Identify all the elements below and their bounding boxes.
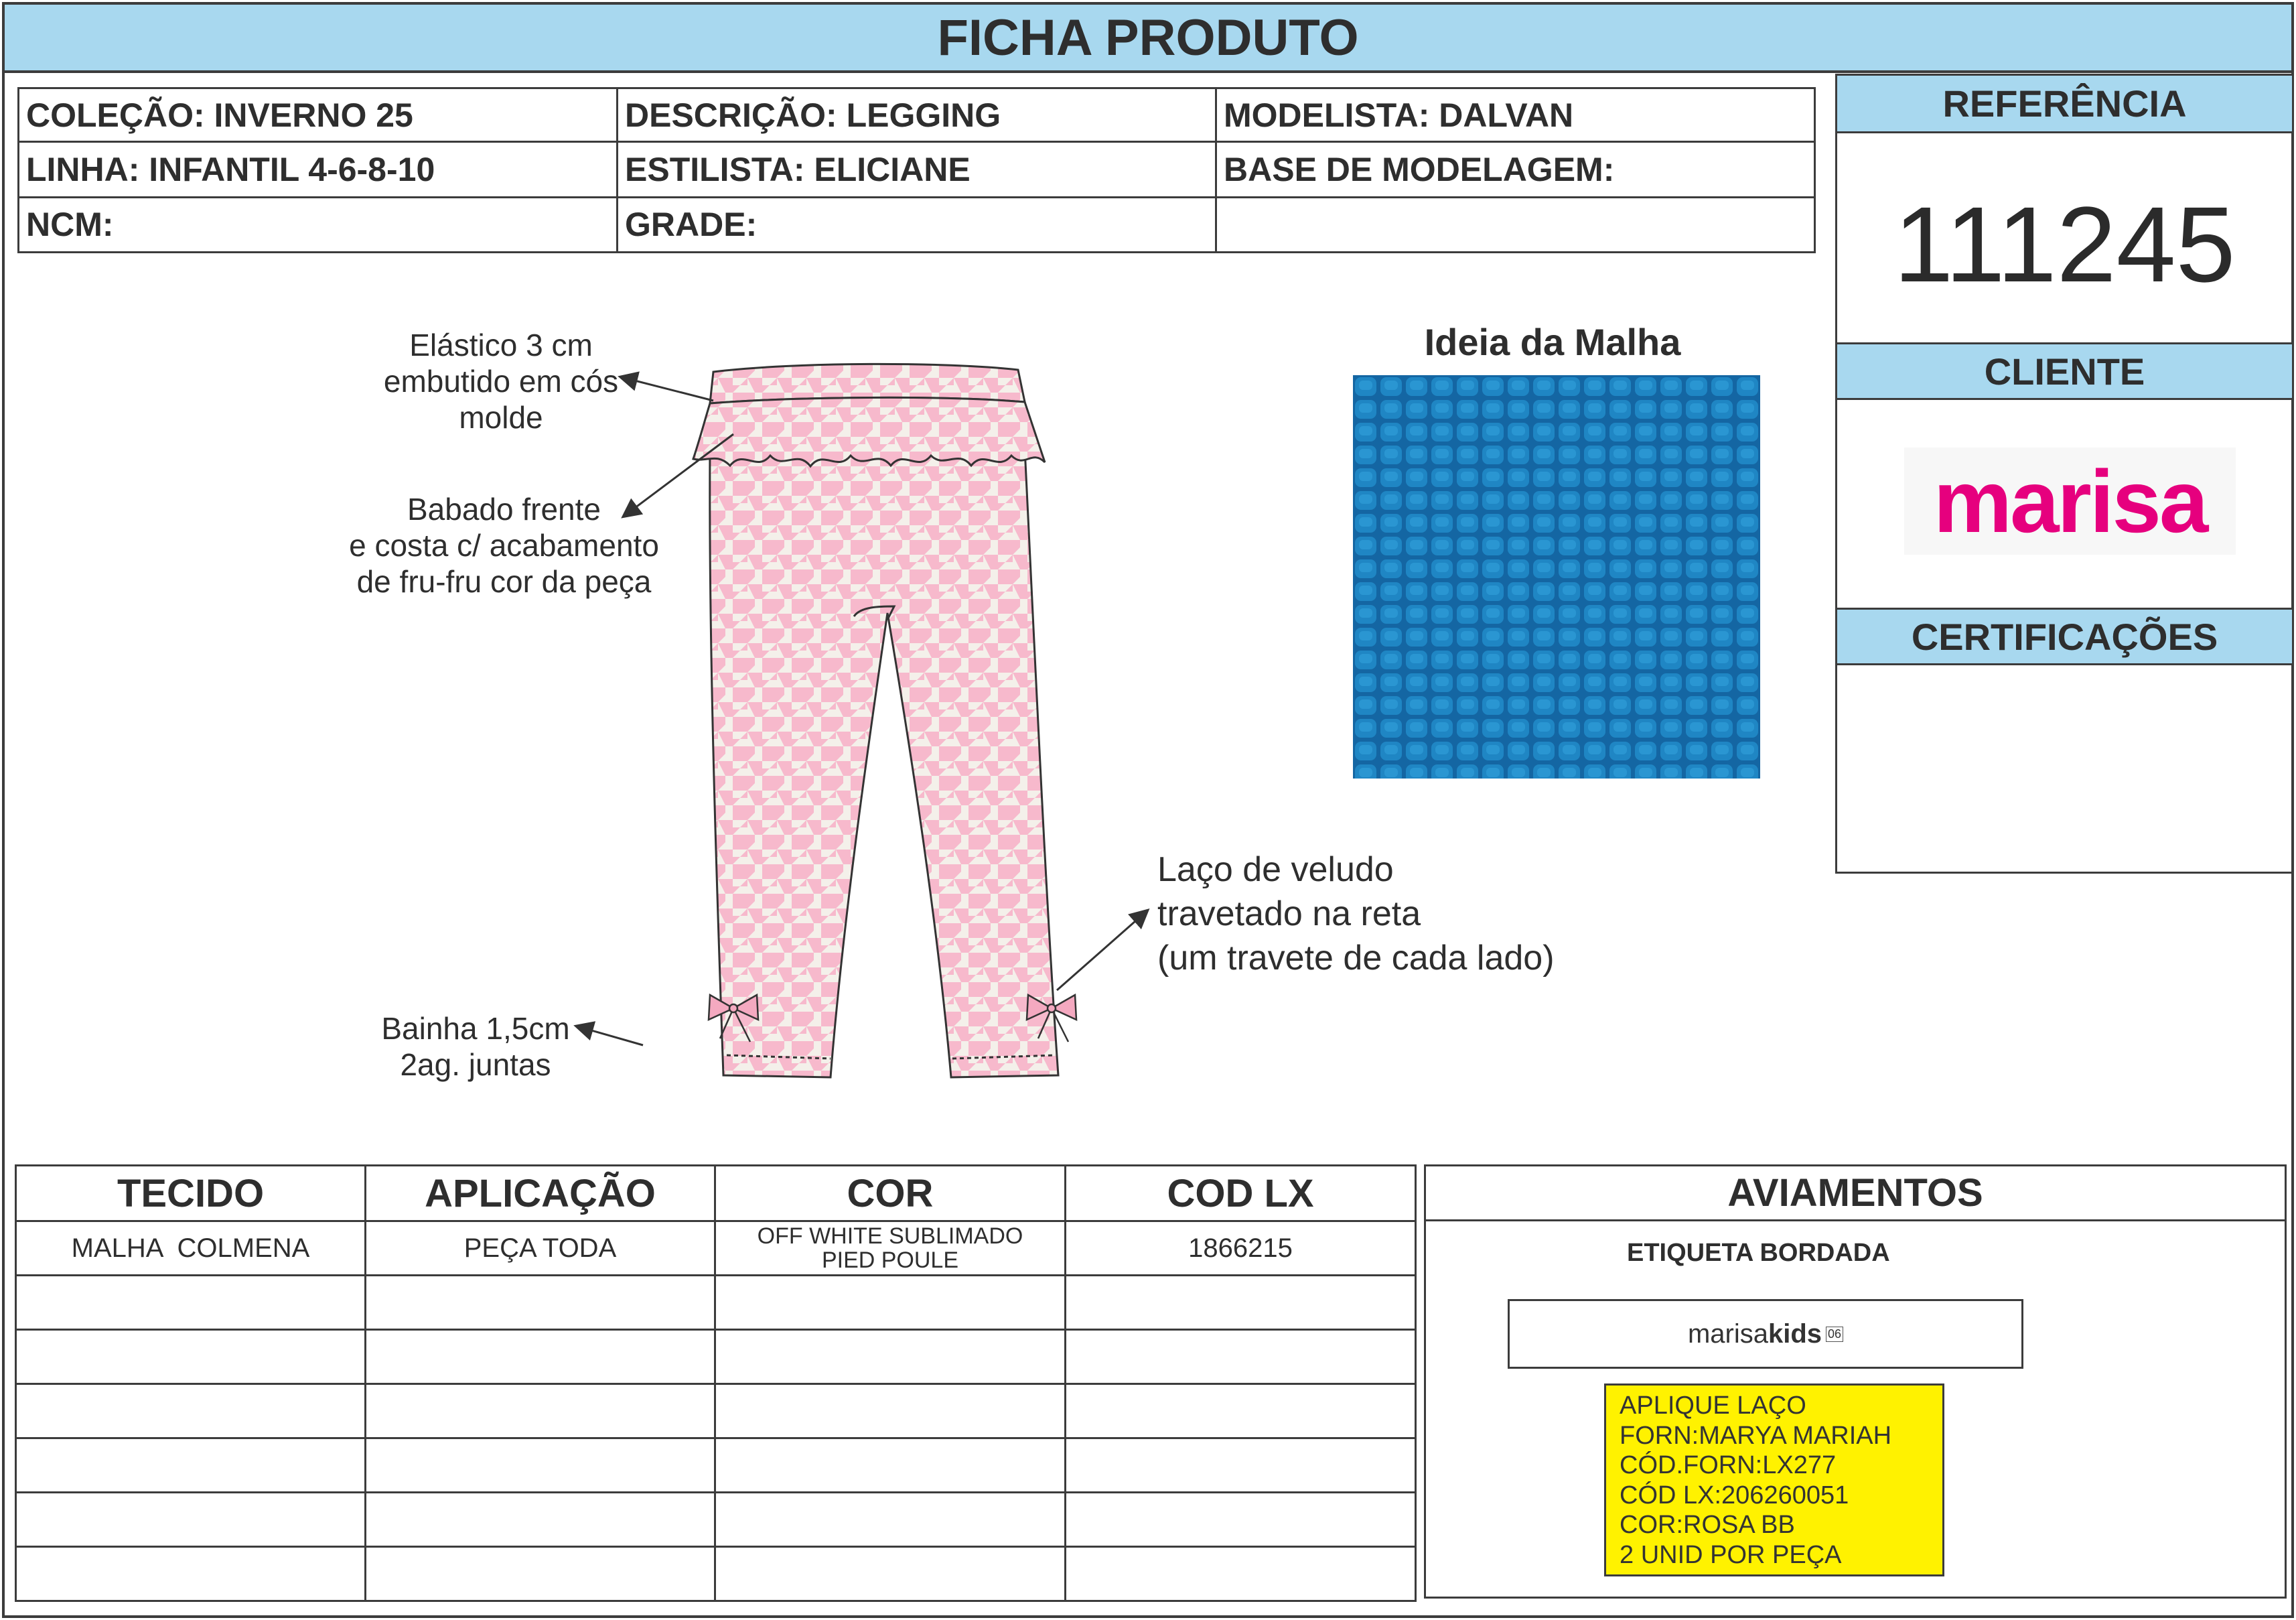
aplique-line2: FORN:MARYA MARIAH (1620, 1421, 1892, 1450)
materials-table (15, 1164, 1417, 1602)
cell-empty (1066, 1547, 1416, 1601)
table-row (16, 1547, 1416, 1601)
table-row (16, 1384, 1416, 1438)
note-laco-line1: Laço de veludo (1157, 850, 1394, 889)
cell-empty (715, 1438, 1066, 1493)
cell-empty (1066, 1276, 1416, 1330)
note-babado (335, 491, 673, 600)
cell-empty (715, 1330, 1066, 1384)
note-elastico-line3: molde (459, 400, 543, 435)
info-base-modelagem: BASE DE MODELAGEM: (1216, 142, 1815, 197)
note-laco-line3: (um travete de cada lado) (1157, 939, 1555, 977)
note-elastico-line2: embutido em cós (383, 364, 619, 399)
aplique-line5: COR:ROSA BB (1620, 1511, 1795, 1539)
cell-aplicacao: PEÇA TODA (366, 1221, 715, 1276)
header-aplicacao: APLICAÇÃO (366, 1166, 715, 1221)
aplique-note (1604, 1383, 1944, 1576)
cell-cod-lx: 1866215 (1066, 1221, 1416, 1276)
info-grade: GRADE: (618, 197, 1216, 252)
etiqueta-size: 06 (1826, 1327, 1843, 1342)
cell-empty (715, 1547, 1066, 1601)
referencia-value: 111245 (1893, 184, 2236, 304)
cell-empty (366, 1547, 715, 1601)
info-colecao: COLEÇÃO: INVERNO 25 (19, 88, 618, 142)
malha-title: Ideia da Malha (1424, 321, 1681, 363)
aplique-line6: 2 UNID POR PEÇA (1620, 1540, 1842, 1569)
malha-swatch (1353, 375, 1760, 779)
cell-tecido: MALHA COLMENA (16, 1221, 366, 1276)
cell-empty (366, 1438, 715, 1493)
arrow-elastico (622, 377, 713, 401)
aplique-line4: CÓD LX:206260051 (1620, 1481, 1849, 1509)
cell-empty (366, 1493, 715, 1547)
note-elastico-line1: Elástico 3 cm (409, 328, 593, 362)
cell-empty (16, 1547, 366, 1601)
note-laco (1157, 848, 1555, 980)
aplique-line3: CÓD.FORN:LX277 (1620, 1451, 1837, 1479)
info-modelista: MODELISTA: DALVAN (1216, 88, 1815, 142)
table-row (16, 1493, 1416, 1547)
cell-empty (366, 1384, 715, 1438)
cell-empty (715, 1493, 1066, 1547)
aplique-line1: APLIQUE LAÇO (1620, 1392, 1806, 1420)
header-tecido: TECIDO (16, 1166, 366, 1221)
etiqueta-sample (1508, 1299, 2023, 1369)
info-estilista: ESTILISTA: ELICIANE (618, 142, 1216, 197)
aviamentos-title: AVIAMENTOS (1426, 1166, 2285, 1221)
cell-empty (16, 1330, 366, 1384)
cell-empty (16, 1384, 366, 1438)
cell-empty (16, 1438, 366, 1493)
cell-empty (1066, 1493, 1416, 1547)
table-row (16, 1221, 1416, 1276)
note-bainha-line1: Bainha 1,5cm (381, 1011, 570, 1046)
certificacoes-label: CERTIFICAÇÕES (1837, 608, 2292, 665)
cell-empty (715, 1384, 1066, 1438)
note-babado-line1: Babado frente (407, 492, 601, 527)
info-descricao: DESCRIÇÃO: LEGGING (618, 88, 1216, 142)
etiqueta-brand-bold: kids (1768, 1319, 1822, 1349)
table-row (16, 1438, 1416, 1493)
note-elastico (367, 327, 635, 435)
cell-empty (366, 1330, 715, 1384)
note-bainha (365, 1010, 586, 1083)
note-bainha-line2: 2ag. juntas (400, 1047, 551, 1082)
cell-empty (16, 1493, 366, 1547)
referencia-label: REFERÊNCIA (1837, 76, 2292, 133)
info-linha: LINHA: INFANTIL 4-6-8-10 (19, 142, 618, 197)
table-row (16, 1276, 1416, 1330)
header-cod-lx: COD LX (1066, 1166, 1416, 1221)
header-cor: COR (715, 1166, 1066, 1221)
table-row (16, 1330, 1416, 1384)
cell-empty (366, 1276, 715, 1330)
info-ncm: NCM: (19, 197, 618, 252)
cell-empty (1066, 1384, 1416, 1438)
cell-empty (1066, 1438, 1416, 1493)
page-title: FICHA PRODUTO (2, 2, 2294, 73)
arrow-laco (1057, 911, 1147, 990)
cell-empty (715, 1276, 1066, 1330)
cell-cor: OFF WHITE SUBLIMADO PIED POULE (715, 1221, 1066, 1276)
note-laco-line2: travetado na reta (1157, 894, 1421, 933)
etiqueta-brand: marisa (1687, 1319, 1768, 1349)
etiqueta-label: ETIQUETA BORDADA (1627, 1239, 1890, 1267)
malha-texture (1353, 375, 1760, 779)
aviamentos-box (1424, 1164, 2287, 1599)
cliente-label: CLIENTE (1837, 342, 2292, 400)
note-babado-line3: de fru-fru cor da peça (356, 564, 652, 599)
cell-empty (16, 1276, 366, 1330)
arrow-bainha (577, 1026, 643, 1045)
note-babado-line2: e costa c/ acabamento (349, 528, 659, 563)
cell-empty (1066, 1330, 1416, 1384)
client-logo-text: marisa (1933, 452, 2207, 551)
